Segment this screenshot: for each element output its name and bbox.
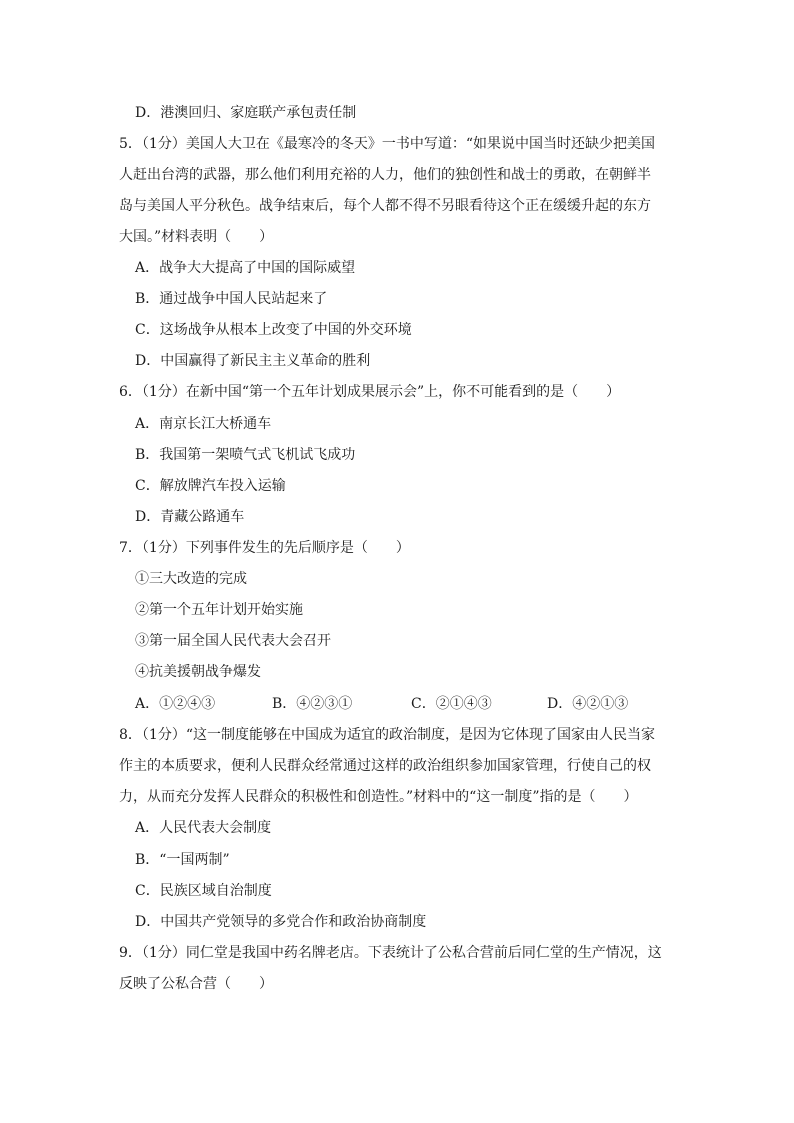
- q7-item-1: ①三大改造的完成: [135, 571, 247, 587]
- q7-item-4: ④抗美援朝战争爆发: [135, 664, 261, 680]
- q7-item-2: ②第一个五年计划开始实施: [135, 602, 303, 618]
- q6-option-c: C．解放牌汽车投入运输: [135, 478, 286, 494]
- q5-stem-line3: 岛与美国人平分秋色。战争结束后，每个人都不得不另眼看待这个正在缓缓升起的东方: [119, 198, 651, 214]
- q5-stem-line1: 5．（1分）美国人大卫在《最寒冷的冬天》一书中写道：“如果说中国当时还缺少把美国: [119, 136, 655, 152]
- q6-option-b: B．我国第一架喷气式飞机试飞成功: [135, 447, 356, 463]
- q8-option-d: D．中国共产党领导的多党合作和政治协商制度: [135, 914, 427, 930]
- q8-stem-line3: 力，从而充分发挥人民群众的积极性和创造性。”材料中的“这一制度”指的是（ ）: [119, 789, 638, 805]
- q5-stem-line4: 大国。”材料表明（ ）: [119, 229, 274, 245]
- q6-option-d: D．青藏公路通车: [135, 509, 245, 525]
- q7-option-c: C．②①④③: [411, 696, 492, 712]
- q8-option-c: C．民族区域自治制度: [135, 883, 272, 899]
- q4-option-d: D．港澳回归、家庭联产承包责任制: [135, 105, 357, 121]
- q9-stem-line2: 反映了公私合营（ ）: [119, 976, 273, 992]
- q9-stem-line1: 9．（1分）同仁堂是我国中药名牌老店。下表统计了公私合营前后同仁堂的生产情况，这: [119, 945, 662, 961]
- q5-stem-line2: 人赶出台湾的武器，那么他们利用充裕的人力，他们的独创性和战士的勇敢，在朝鲜半: [119, 167, 651, 183]
- q5-option-c: C．这场战争从根本上改变了中国的外交环境: [135, 322, 412, 338]
- q7-stem: 7．（1分）下列事件发生的先后顺序是（ ）: [119, 540, 410, 556]
- q5-option-b: B．通过战争中国人民站起来了: [135, 291, 328, 307]
- q7-option-b: B．④②③①: [272, 696, 353, 712]
- q6-option-a: A．南京长江大桥通车: [135, 416, 272, 432]
- q7-options-row: [135, 694, 675, 714]
- q6-stem: 6．（1分）在新中国“第一个五年计划成果展示会”上，你不可能看到的是（ ）: [119, 384, 621, 400]
- q5-option-a: A．战争大大提高了中国的国际威望: [135, 260, 356, 276]
- q8-option-b: B．“一国两制”: [135, 852, 230, 868]
- q8-option-a: A．人民代表大会制度: [135, 820, 272, 836]
- q5-option-d: D．中国赢得了新民主主义革命的胜利: [135, 353, 371, 369]
- q7-option-a: A．①②④③: [135, 696, 216, 712]
- q8-stem-line1: 8．（1分）“这一制度能够在中国成为适宜的政治制度，是因为它体现了国家由人民当家: [119, 727, 655, 743]
- q7-item-3: ③第一届全国人民代表大会召开: [135, 633, 331, 649]
- q7-option-d: D．④②①③: [547, 696, 629, 712]
- q8-stem-line2: 作主的本质要求，便利人民群众经常通过这样的政治组织参加国家管理，行使自己的权: [119, 758, 651, 774]
